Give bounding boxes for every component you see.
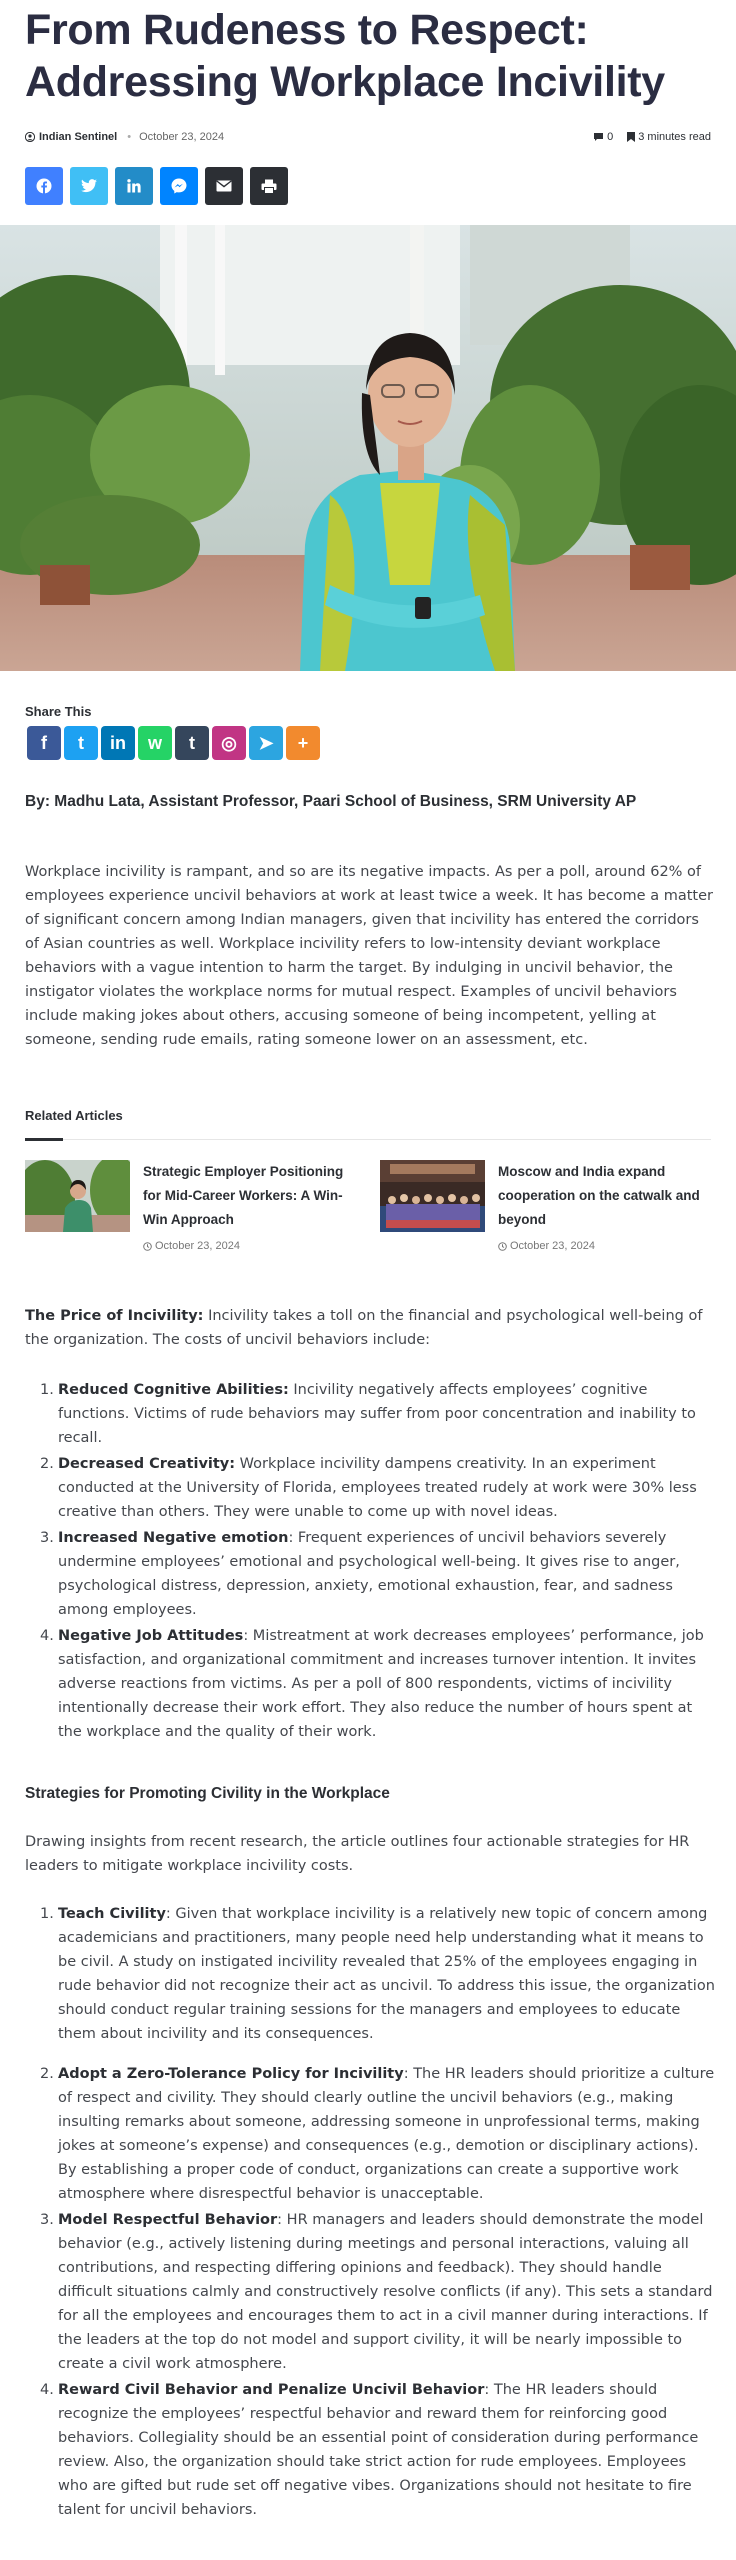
share-twitter-button[interactable] — [70, 167, 108, 205]
share-tumblr-button[interactable] — [175, 726, 209, 760]
twitter-icon: t — [78, 732, 84, 753]
publish-date: October 23, 2024 — [139, 131, 225, 143]
related-article-date: October 23, 2024 — [143, 1240, 240, 1252]
byline: By: Madhu Lata, Assistant Professor, Paari School of Business, SRM University AP — [25, 793, 637, 810]
share-facebook-button[interactable] — [27, 726, 61, 760]
author[interactable] — [25, 131, 117, 143]
whatsapp-icon: w — [147, 732, 162, 753]
price-list — [25, 1378, 715, 1744]
list-item: 3. Increased Negative emotion: Frequent experiences of uncivil behaviors severely undermine employees’ emotional and psychological well-being. It gives rise to anger, psychological distress, depression, anxiety, emotional exhaustion, fear, and sadness among employees. — [40, 1530, 680, 1618]
share-more-button[interactable] — [286, 726, 320, 760]
messenger-icon — [171, 178, 187, 194]
article-meta — [25, 128, 711, 146]
related-article-card[interactable] — [380, 1160, 710, 1260]
comments-count[interactable]: 0 — [593, 131, 613, 143]
related-article-title[interactable]: Strategic Employer Positioning for Mid-Career Workers: A Win-Win Approach — [143, 1164, 344, 1227]
intro-paragraph: Workplace incivility is rampant, and so are its negative impacts. As per a poll, around 62% of employees experience uncivil behaviors at work at least twice a week. It has become a matter of significant concern among Indian managers, given that incivility has entered the corridors of Asian countries as well. Workplace incivility refers to low-intensity deviant workplace behaviors with a vague intention to harm the target. By indulging in uncivil behavior, the instigator violates the workplace norms for mutual respect. Examples of uncivil behaviors include making jokes about others, accusing someone of being incompetent, yelling at someone, sending rude emails, rating someone lower on an assessment, etc. — [25, 864, 713, 1048]
list-item: 1. Teach Civility: Given that workplace incivility is a relatively new topic of concern among academicians and practitioners, many people need help understanding what it means to be civil. A study on instigated incivility revealed that 25% of the employees engaging in rude behavior did not recognize their act as uncivil. To address this issue, the organization should conduct regular training sessions for the managers and employees to educate them about incivility and its consequences. — [40, 1906, 715, 2042]
tumblr-icon: t — [189, 732, 195, 753]
share-this-label: Share This — [25, 704, 92, 719]
section-lead: The Price of Incivility: — [25, 1308, 204, 1324]
share-bar-top — [25, 167, 288, 205]
related-thumbnail[interactable] — [25, 1160, 130, 1232]
print-button[interactable] — [250, 167, 288, 205]
share-linkedin-button[interactable] — [115, 167, 153, 205]
share-this-bar — [27, 726, 320, 760]
list-item: 2. Adopt a Zero-Tolerance Policy for Incivility: The HR leaders should prioritize a culture of respect and civility. They should clearly outline the uncivil behaviors (e.g., making insulting remarks about someone, addressing someone in unprofessional terms, making jokes at someone’s expense) and consequences (e.g., demotion or disciplinary actions). By establishing a proper code of conduct, organizations can create a supportive work atmosphere where disrespectful behavior is unacceptable. — [40, 2066, 715, 2202]
share-email-button[interactable] — [205, 167, 243, 205]
list-item: 4. Reward Civil Behavior and Penalize Uncivil Behavior: The HR leaders should recognize the employees’ respectful behavior and reward them for reinforcing good behaviors. Collegiality should be an essential point of consideration during performance review. Also, the organization should take strict action for rude employees. Employees who are gifted but rude set off negative vibes. Organizations should not hesitate to fire talent for uncivil behaviors. — [40, 2382, 699, 2518]
user-icon — [25, 132, 35, 142]
share-instagram-button[interactable] — [212, 726, 246, 760]
comment-icon — [593, 132, 604, 142]
list-item: 4. Negative Job Attitudes: Mistreatment at work decreases employees’ performance, job satisfaction, and organizational commitment and increases turnover intention. It invites adverse reactions from victims. As per a poll of 800 respondents, victims of incivility intentionally decrease their work effort. They also reduce the number of hours spent at the workplace and the quality of their work. — [40, 1628, 704, 1740]
author-photo — [0, 225, 736, 671]
more-icon: + — [297, 732, 309, 753]
twitter-icon — [81, 179, 97, 193]
related-articles-heading: Related Articles — [25, 1108, 123, 1123]
clock-icon — [498, 1242, 507, 1251]
strategies-list — [25, 1902, 715, 2522]
strategies-intro-paragraph: Drawing insights from recent research, the article outlines four actionable strategies for HR leaders to mitigate workplace incivility costs. — [25, 1834, 690, 1874]
share-messenger-button[interactable] — [160, 167, 198, 205]
meta-separator: • — [127, 131, 132, 143]
facebook-icon — [36, 178, 52, 194]
telegram-icon: ➤ — [258, 732, 274, 753]
share-whatsapp-button[interactable] — [138, 726, 172, 760]
share-facebook-button[interactable] — [25, 167, 63, 205]
list-item: 1. Reduced Cognitive Abilities: Incivility negatively affects employees’ cognitive functions. Victims of rude behaviors may suffer from poor concentration and inability to recall. — [40, 1382, 696, 1446]
facebook-icon: f — [41, 732, 47, 753]
related-divider — [25, 1139, 711, 1140]
share-telegram-button[interactable] — [249, 726, 283, 760]
instagram-icon: ◎ — [221, 732, 237, 753]
list-item: 3. Model Respectful Behavior: HR managers and leaders should demonstrate the model behavior (e.g., actively listening during meetings and personal interactions, valuing all contributions, and respecting differing opinions and feedback). They should handle difficult situations calmly and constructively resolve conflicts (if any). This sets a standard for all the employees and encourages them to act in a civil manner during interactions. If the leaders at the top do not model and support civility, it will be nearly impossible to create a civil work atmosphere. — [40, 2212, 713, 2372]
email-icon — [216, 180, 232, 192]
related-article-title[interactable]: Moscow and India expand cooperation on the catwalk and beyond — [498, 1164, 700, 1227]
linkedin-icon — [127, 179, 141, 193]
bookmark-icon — [627, 132, 635, 142]
related-article-date: October 23, 2024 — [498, 1240, 595, 1252]
print-icon — [261, 179, 277, 194]
author-name: Indian Sentinel — [39, 131, 118, 143]
list-item: 2. Decreased Creativity: Workplace incivility dampens creativity. In an experiment conducted at the University of Florida, employees treated rudely at work were 30% less creative than others. They were unable to come up with novel ideas. — [40, 1456, 697, 1520]
related-thumbnail[interactable] — [380, 1160, 485, 1232]
share-linkedin-button[interactable] — [101, 726, 135, 760]
strategies-heading: Strategies for Promoting Civility in the Workplace — [25, 1785, 390, 1802]
hero-image — [0, 225, 736, 671]
article-title: From Rudeness to Respect: Addressing Workplace Incivility — [25, 6, 665, 106]
related-article-card[interactable] — [25, 1160, 355, 1260]
share-twitter-button[interactable] — [64, 726, 98, 760]
read-time: 3 minutes read — [627, 131, 711, 143]
price-intro-paragraph: The Price of Incivility: Incivility takes a toll on the financial and psychological well-being of the organization. The costs of uncivil behaviors include: — [25, 1308, 703, 1348]
clock-icon — [143, 1242, 152, 1251]
linkedin-icon: in — [110, 732, 126, 753]
